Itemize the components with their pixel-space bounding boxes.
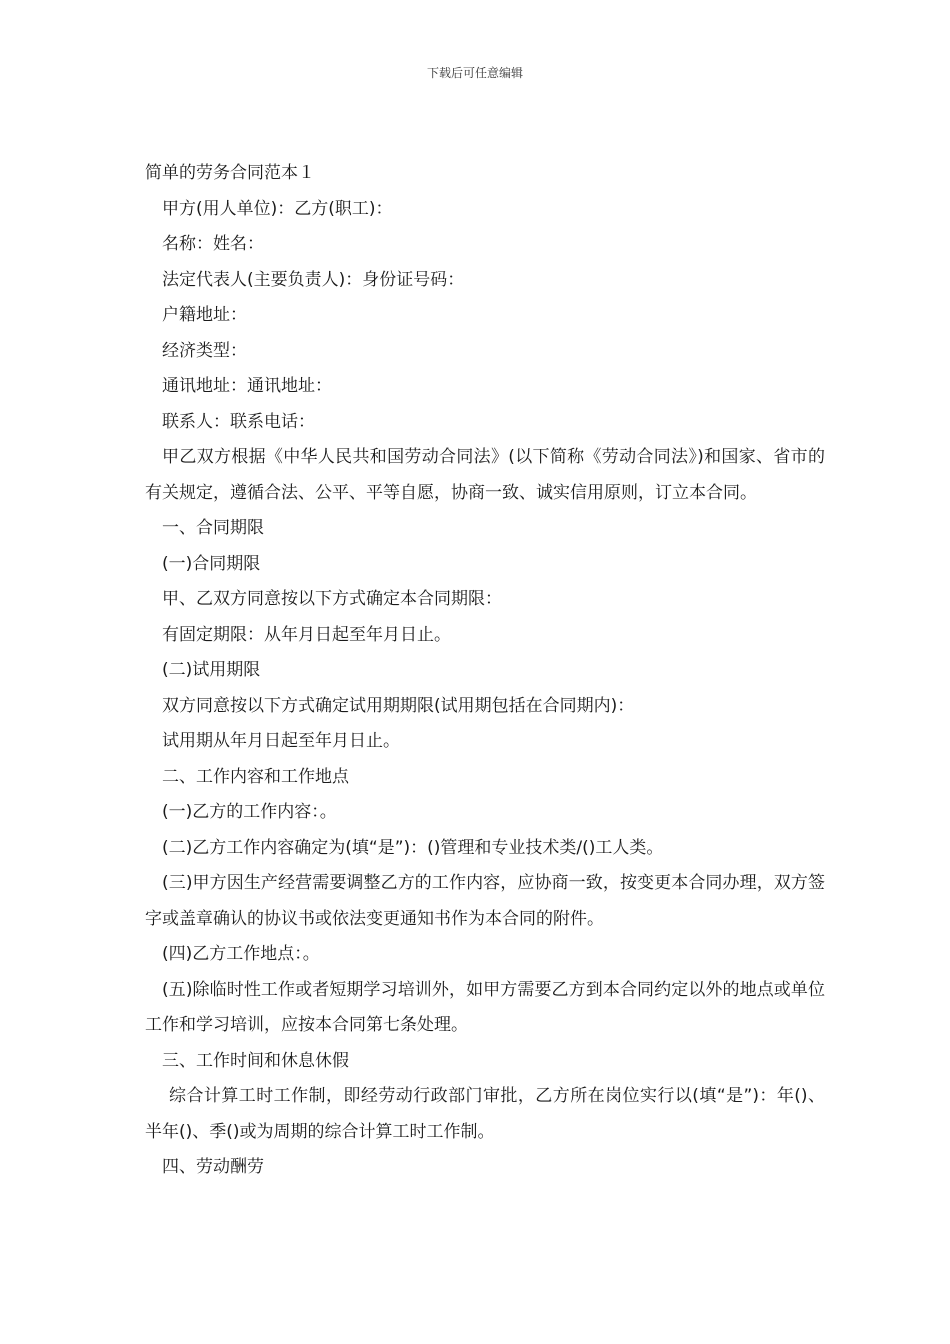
section-2-item-5: (五)除临时性工作或者短期学习培训外，如甲方需要乙方到本合同约定以外的地点或单位工作和学习培训，应按本合同第七条处理。 [145, 979, 825, 1035]
section-1-line-2: 有固定期限：从年月日起至年月日止。 [162, 624, 451, 645]
party-line: 甲方(用人单位)：乙方(职工)： [162, 198, 393, 219]
section-1-line-1: 甲、乙双方同意按以下方式确定本合同期限： [162, 589, 502, 609]
household-address-line: 户籍地址： [162, 305, 247, 325]
document-body [145, 156, 825, 1186]
section-3-paragraph: 综合计算工时工作制，即经劳动行政部门审批，乙方所在岗位实行以(填“是”)：年()、半年()、季()或为周期的综合计算工时工作制。 [145, 1086, 825, 1142]
section-3-heading: 三、工作时间和休息休假 [162, 1050, 349, 1071]
page-header: 下载后可任意编辑 [426, 66, 523, 80]
legal-rep-line: 法定代表人(主要负责人)：身份证号码： [162, 269, 465, 290]
section-2-item-1: (一)乙方的工作内容：。 [162, 802, 337, 822]
section-2-heading: 二、工作内容和工作地点 [162, 766, 349, 787]
economic-type-line: 经济类型： [162, 340, 247, 361]
document-title: 简单的劳务合同范本１ [145, 163, 315, 183]
section-2-item-4: (四)乙方工作地点：。 [162, 944, 320, 964]
section-2-item-3: (三)甲方因生产经营需要调整乙方的工作内容，应协商一致，按变更本合同办理，双方签字或盖章确认的协议书或依法变更通知书作为本合同的附件。 [145, 873, 825, 929]
section-1-heading: 一、合同期限 [162, 518, 264, 538]
section-1-sub-2: (二)试用期限 [162, 660, 261, 680]
section-4-heading: 四、劳动酬劳 [162, 1157, 264, 1177]
section-1-sub-1: (一)合同期限 [162, 553, 261, 574]
section-1-line-4: 试用期从年月日起至年月日止。 [162, 731, 400, 751]
section-2-item-2: (二)乙方工作内容确定为(填“是”)：()管理和专业技术类/()工人类。 [162, 837, 664, 858]
name-line: 名称：姓名： [162, 234, 264, 254]
section-1-line-3: 双方同意按以下方式确定试用期期限(试用期包括在合同期内)： [162, 695, 635, 716]
contact-line: 联系人：联系电话： [162, 411, 315, 432]
mailing-address-line: 通讯地址：通讯地址： [162, 376, 332, 396]
intro-paragraph: 甲乙双方根据《中华人民共和国劳动合同法》(以下简称《劳动合同法》)和国家、省市的有关规定，遵循合法、公平、平等自愿，协商一致、诚实信用原则，订立本合同。 [145, 447, 825, 503]
